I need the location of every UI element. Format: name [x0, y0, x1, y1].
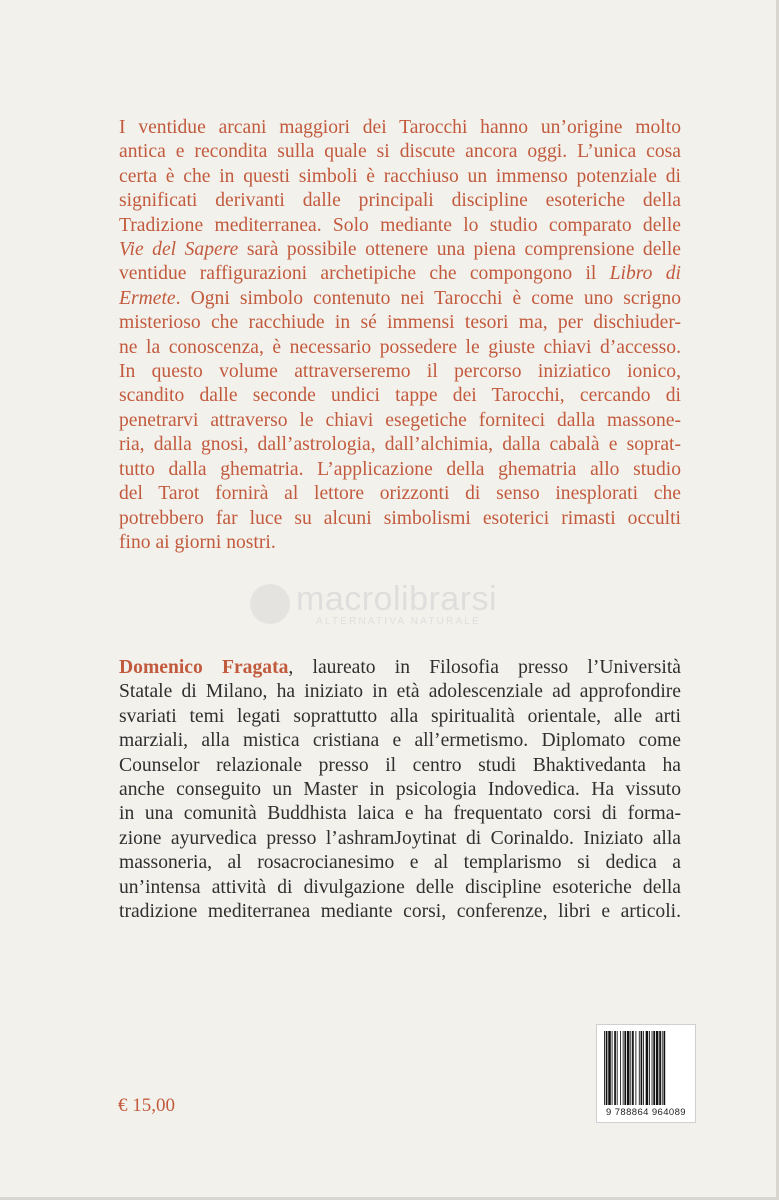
synopsis-text [119, 116, 681, 555]
isbn-number: 9 788864 964089 [606, 1107, 686, 1118]
synopsis-line: antica e recondita sulla quale si discute ancora oggi. L’unica cosa [119, 141, 681, 163]
synopsis-line: certa è che in questi simboli è racchiuso un immenso potenziale di [119, 165, 681, 187]
barcode [596, 1024, 696, 1123]
synopsis-line: misterioso che racchiude in sé immensi tesori ma, per dischiuder- [119, 312, 681, 334]
book-title-part: Ermete [119, 287, 176, 309]
bio-line: svariati temi legati soprattutto alla spiritualità orientale, alle arti [119, 705, 681, 727]
bio-line: tradizione mediterranea mediante corsi, conferenze, libri e articoli. [119, 901, 681, 923]
bio-line: un’intensa attività di divulgazione delle discipline esoteriche della [119, 876, 681, 898]
synopsis-line: scandito dalle seconde undici tappe dei Tarocchi, cercando di [119, 385, 681, 407]
barcode-bars-icon [603, 1031, 689, 1105]
synopsis-line: penetrarvi attraverso le chiavi esegetiche forniteci dalla massone- [119, 409, 681, 431]
bio-line: Statale di Milano, ha iniziato in età adolescenziale ad approfondire [119, 681, 681, 703]
series-title: Vie del Sapere [119, 239, 239, 261]
bio-line-part: , laureato in Filosofia presso l’Università [288, 657, 681, 678]
bio-line-mixed [119, 656, 681, 680]
watermark-brand: macrolibrarsi [296, 580, 498, 618]
synopsis-line-part: . Ogni simbolo contenuto nei Tarocchi è come uno scrigno [175, 287, 681, 309]
watermark-tagline: ALTERNATIVA NATURALE [316, 616, 481, 627]
bio-line: in una comunità Buddhista laica e ha frequentato corsi di forma- [119, 803, 681, 825]
synopsis-line-mixed [119, 238, 681, 262]
book-title-part: Libro di [609, 263, 681, 285]
author-bio [119, 656, 681, 924]
bio-line: Counselor relazionale presso il centro studi Bhaktivedanta ha [119, 754, 681, 776]
synopsis-line-part: sarà possibile ottenere una piena comprensione delle [238, 239, 681, 261]
synopsis-line: In questo volume attraverseremo il percorso iniziatico ionico, [119, 361, 681, 383]
bio-line: marziali, alla mistica cristiana e all’ermetismo. Diplomato come [119, 730, 681, 752]
synopsis-line: significati derivanti dalle principali discipline esoteriche della [119, 190, 681, 212]
synopsis-line: fino ai giorni nostri. [119, 531, 276, 553]
synopsis-line-mixed [119, 287, 681, 311]
watermark-logo [250, 580, 550, 630]
bio-line: massoneria, al rosacrocianesimo e al templarismo si dedica a [119, 852, 681, 874]
synopsis-line-part: ventidue raffigurazioni archetipiche che compongono il [119, 263, 597, 285]
price-label: € 15,00 [118, 1095, 175, 1116]
synopsis-line: I ventidue arcani maggiori dei Tarocchi hanno un’origine molto [119, 117, 681, 138]
synopsis-line: ria, dalla gnosi, dall’astrologia, dall’alchimia, dalla cabalà e soprat- [119, 434, 681, 456]
leaf-logo-icon [250, 584, 290, 624]
author-name: Domenico Fragata [119, 657, 289, 678]
synopsis-line: ne la conoscenza, è necessario possedere le giuste chiavi d’accesso. [119, 336, 681, 358]
synopsis-line: del Tarot fornirà al lettore orizzonti di senso inesplorati che [119, 483, 681, 505]
synopsis-line: potrebbero far luce su alcuni simbolismi esoterici rimasti occulti [119, 507, 681, 529]
bio-line: anche conseguito un Master in psicologia Indovedica. Ha vissuto [119, 779, 681, 801]
bio-line: zione ayurvedica presso l’ashramJoytinat di Corinaldo. Iniziato alla [119, 827, 681, 849]
synopsis-line: Tradizione mediterranea. Solo mediante lo studio comparato delle [119, 214, 681, 236]
synopsis-line: tutto dalla ghematria. L’applicazione della ghematria allo studio [119, 458, 681, 480]
synopsis-line-mixed [119, 262, 681, 286]
